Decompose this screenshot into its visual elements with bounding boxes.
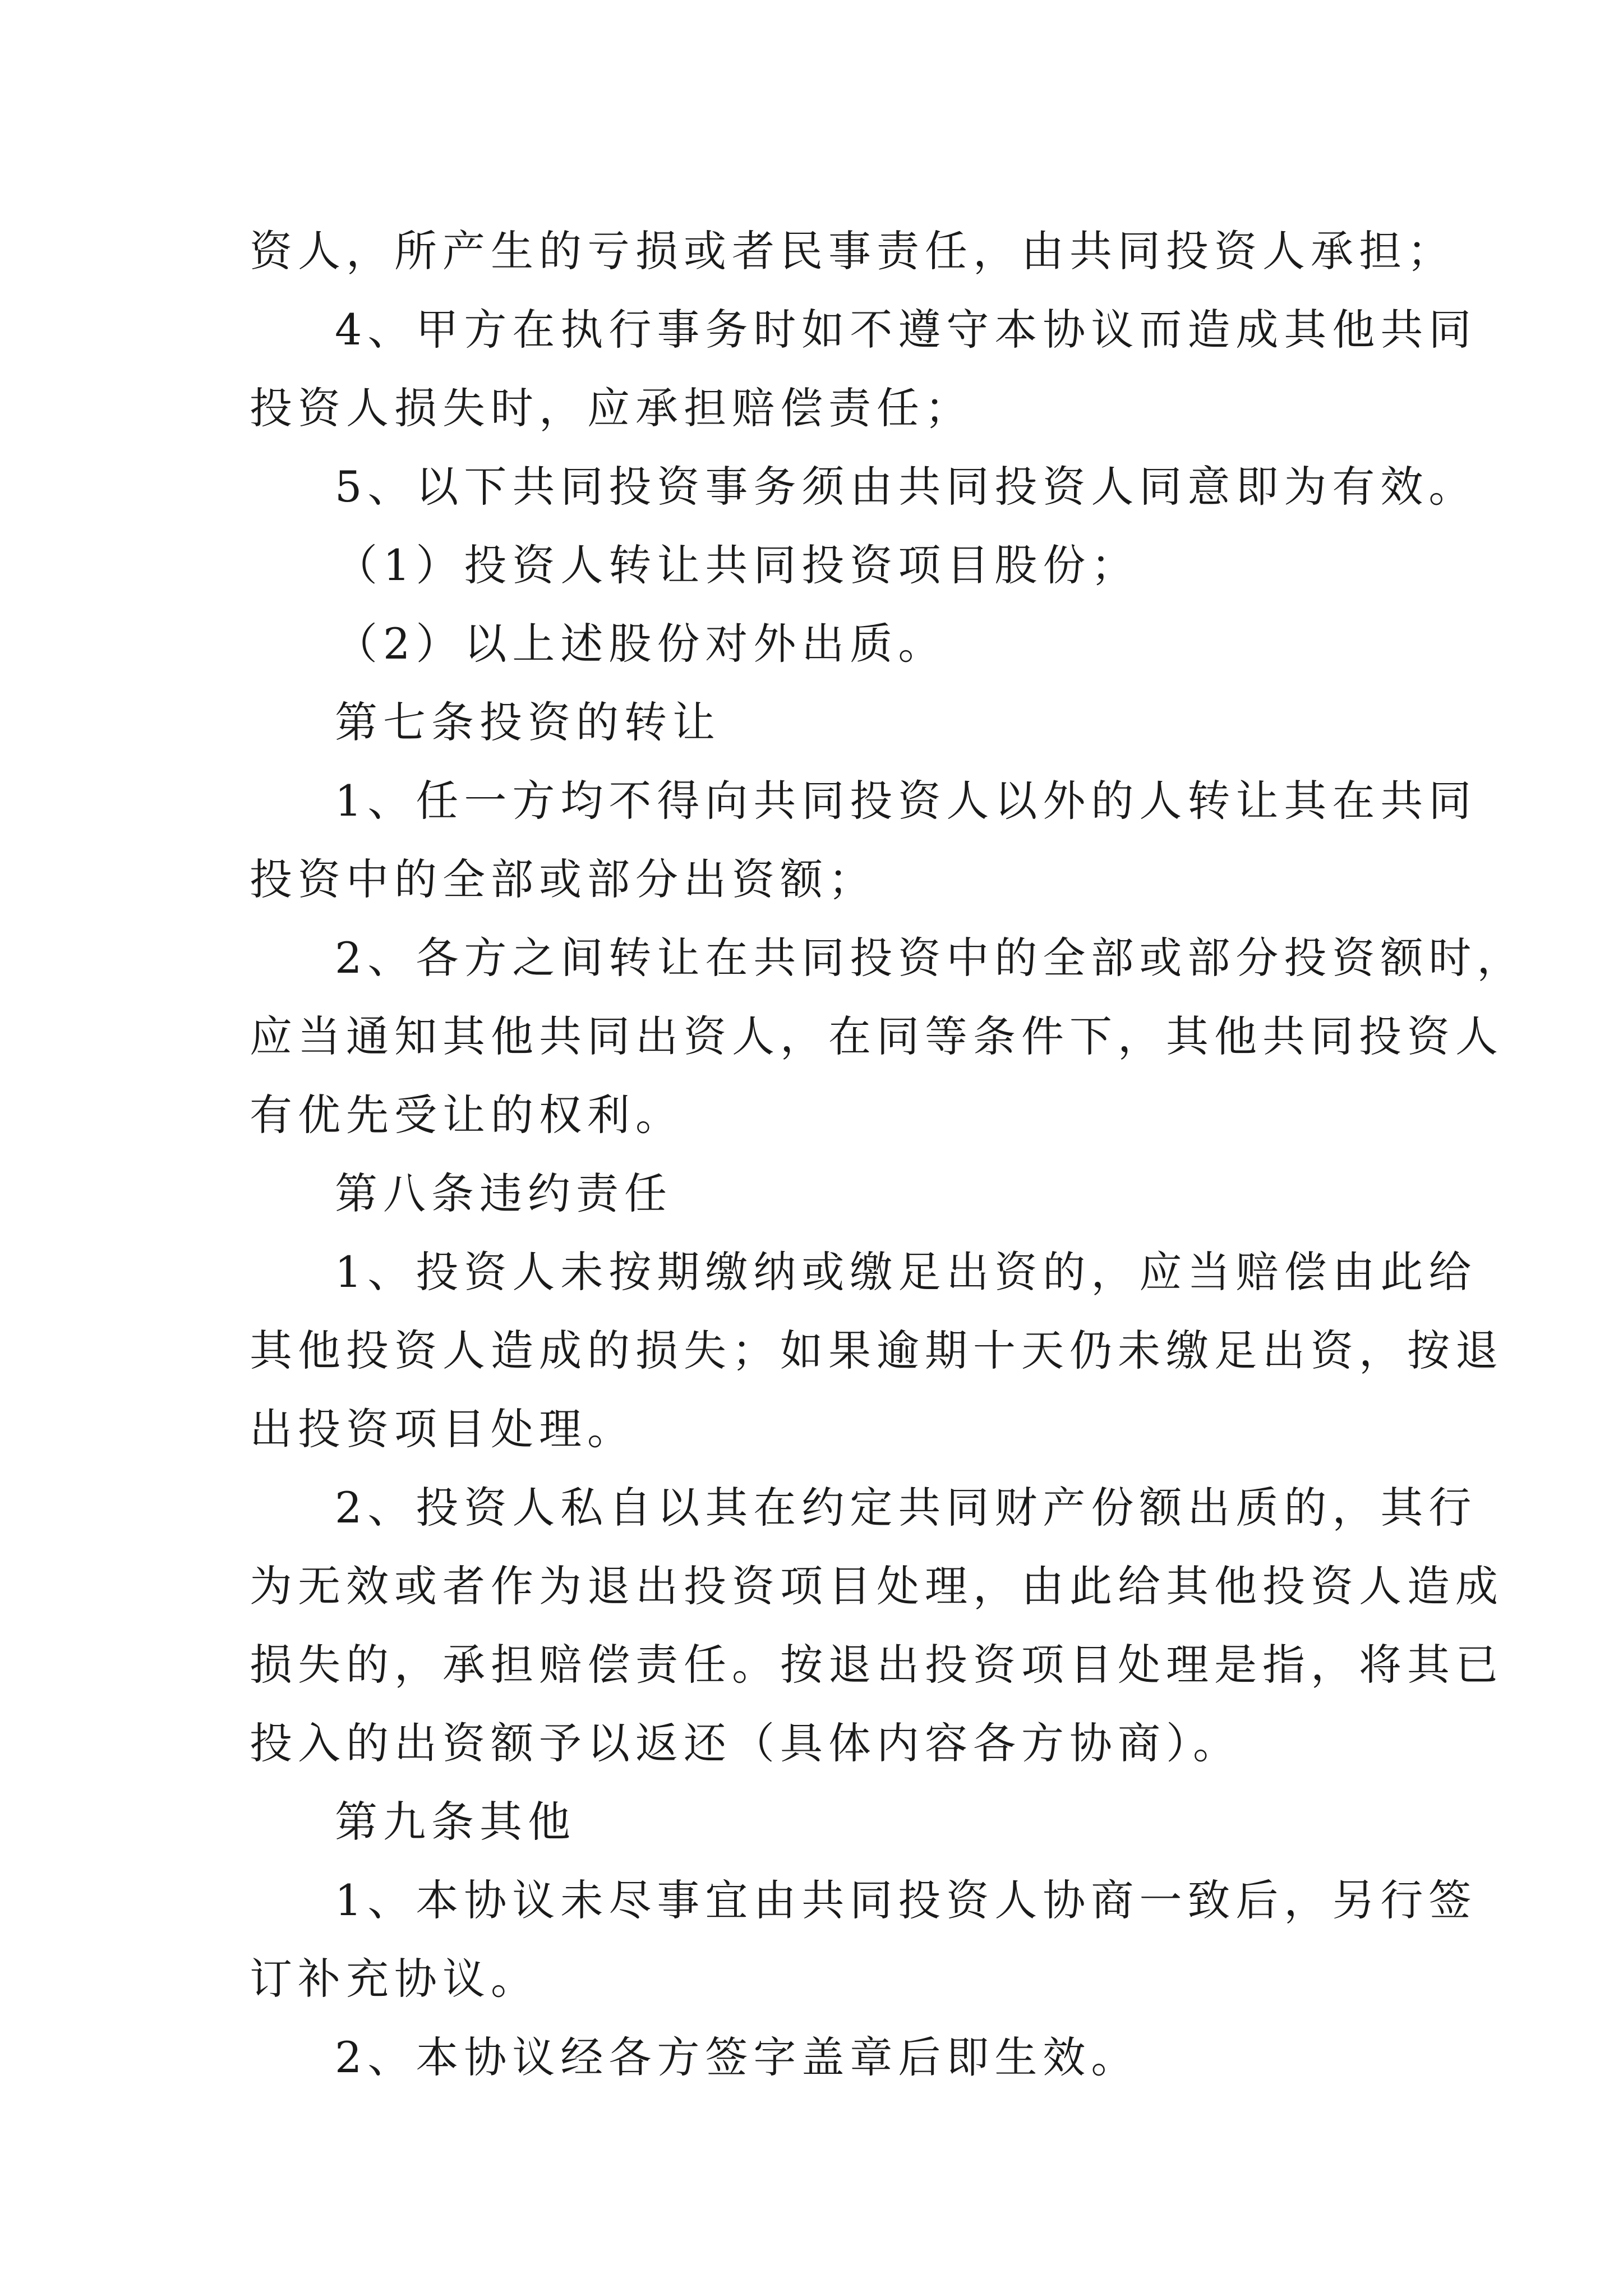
text-line: 2、本协议经各方签字盖章后即生效。	[335, 2032, 1140, 2082]
text-line: 损失的，承担赔偿责任。按退出投资项目处理是指，将其已	[250, 1640, 1504, 1690]
text-line: 5、以下共同投资事务须由共同投资人同意即为有效。	[335, 462, 1477, 512]
text-line: 1、投资人未按期缴纳或缴足出资的，应当赔偿由此给	[335, 1247, 1477, 1297]
text-line: 4、甲方在执行事务时如不遵守本协议而造成其他共同	[335, 305, 1477, 355]
section-heading: 第九条其他	[335, 1797, 576, 1847]
text-line: 1、任一方均不得向共同投资人以外的人转让其在共同	[335, 776, 1477, 826]
text-line: （1）投资人转让共同投资项目股份；	[335, 540, 1140, 590]
text-line: 投入的出资额予以返还（具体内容各方协商）。	[250, 1718, 1241, 1768]
text-line: 有优先受让的权利。	[250, 1090, 684, 1140]
text-line: 1、本协议未尽事宜由共同投资人协商一致后，另行签	[335, 1875, 1477, 1925]
text-line: 2、投资人私自以其在约定共同财产份额出质的，其行	[335, 1483, 1477, 1533]
text-line: 订补充协议。	[250, 1954, 539, 2004]
text-line: 2、各方之间转让在共同投资中的全部或部分投资额时，	[335, 933, 1525, 983]
document-page	[250, 212, 1525, 2097]
section-heading: 第七条投资的转让	[335, 697, 721, 747]
text-line: 应当通知其他共同出资人，在同等条件下，其他共同投资人	[250, 1011, 1504, 1061]
text-line: 投资中的全部或部分出资额；	[250, 854, 877, 904]
text-line: （2）以上述股份对外出质。	[335, 619, 947, 669]
text-line: 为无效或者作为退出投资项目处理，由此给其他投资人造成	[250, 1561, 1504, 1611]
text-line: 其他投资人造成的损失；如果逾期十天仍未缴足出资，按退	[250, 1326, 1504, 1375]
text-line: 投资人损失时，应承担赔偿责任；	[250, 383, 973, 433]
section-heading: 第八条违约责任	[335, 1168, 672, 1218]
text-line: 出投资项目处理。	[250, 1404, 635, 1454]
text-line: 资人，所产生的亏损或者民事责任，由共同投资人承担；	[250, 226, 1455, 276]
